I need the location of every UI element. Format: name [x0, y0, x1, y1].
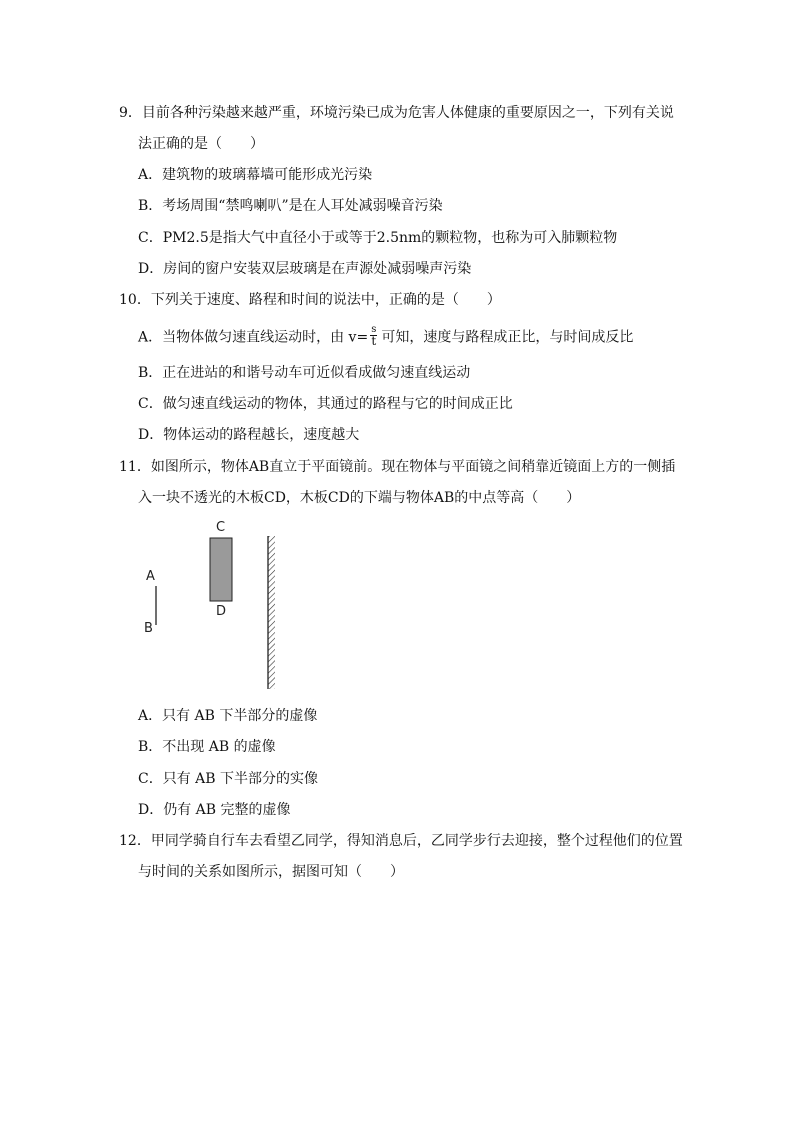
q9-stem-line1: 9．目前各种污染越来越严重，环境污染已成为危害人体健康的重要原因之一，下列有关说 [119, 105, 674, 121]
q9-option-b: B．考场周围“禁鸣喇叭”是在人耳处减弱噪音污染 [138, 198, 443, 214]
velocity-fraction [370, 324, 377, 347]
q10-option-a-before: A．当物体做匀速直线运动时，由 v= [138, 329, 369, 346]
q10-option-b: B．正在进站的和谐号动车可近似看成做匀速直线运动 [138, 365, 471, 381]
q10-option-c: C．做匀速直线运动的物体，其通过的路程与它的时间成正比 [138, 396, 513, 412]
q11-stem-line2: 入一块不透光的木板CD，木板CD的下端与物体AB的中点等高（ ） [138, 490, 581, 506]
q11-option-d: D．仍有 AB 完整的虚像 [138, 802, 291, 818]
q11-stem-line1: 11．如图所示，物体AB直立于平面镜前。现在物体与平面镜之间稍靠近镜面上方的一侧插 [119, 459, 676, 475]
q12-stem-line1: 12．甲同学骑自行车去看望乙同学，得知消息后，乙同学步行去迎接，整个过程他们的位置 [119, 833, 683, 849]
q10-stem: 10．下列关于速度、路程和时间的说法中，正确的是（ ） [119, 292, 501, 308]
q10-option-a-after: 可知，速度与路程成正比，与时间成反比 [381, 329, 634, 346]
mirror-diagram [140, 518, 290, 698]
label-d: D [216, 604, 227, 619]
q9-stem-line2: 法正确的是（ ） [138, 136, 264, 152]
label-a: A [146, 569, 155, 584]
q9-option-a: A．建筑物的玻璃幕墙可能形成光污染 [138, 167, 373, 183]
q11-option-a: A．只有 AB 下半部分的虚像 [138, 708, 318, 724]
q11-option-c: C．只有 AB 下半部分的实像 [138, 771, 319, 787]
board-cd [210, 538, 232, 601]
q9-option-d: D．房间的窗户安装双层玻璃是在声源处减弱噪声污染 [138, 261, 472, 277]
mirror-hatching [268, 536, 275, 689]
mirror-figure [140, 518, 290, 698]
q11-option-b: B．不出现 AB 的虚像 [138, 739, 276, 755]
q10-option-d: D．物体运动的路程越长，速度越大 [138, 427, 360, 443]
fraction-numerator: s [371, 324, 377, 335]
fraction-denominator: t [371, 334, 377, 348]
label-c: C [216, 520, 226, 535]
q10-option-a [138, 326, 633, 349]
q9-option-c: C．PM2.5是指大气中直径小于或等于2.5nm的颗粒物，也称为可入肺颗粒物 [138, 230, 618, 246]
label-b: B [144, 621, 153, 636]
q12-stem-line2: 与时间的关系如图所示，据图可知（ ） [138, 864, 404, 880]
